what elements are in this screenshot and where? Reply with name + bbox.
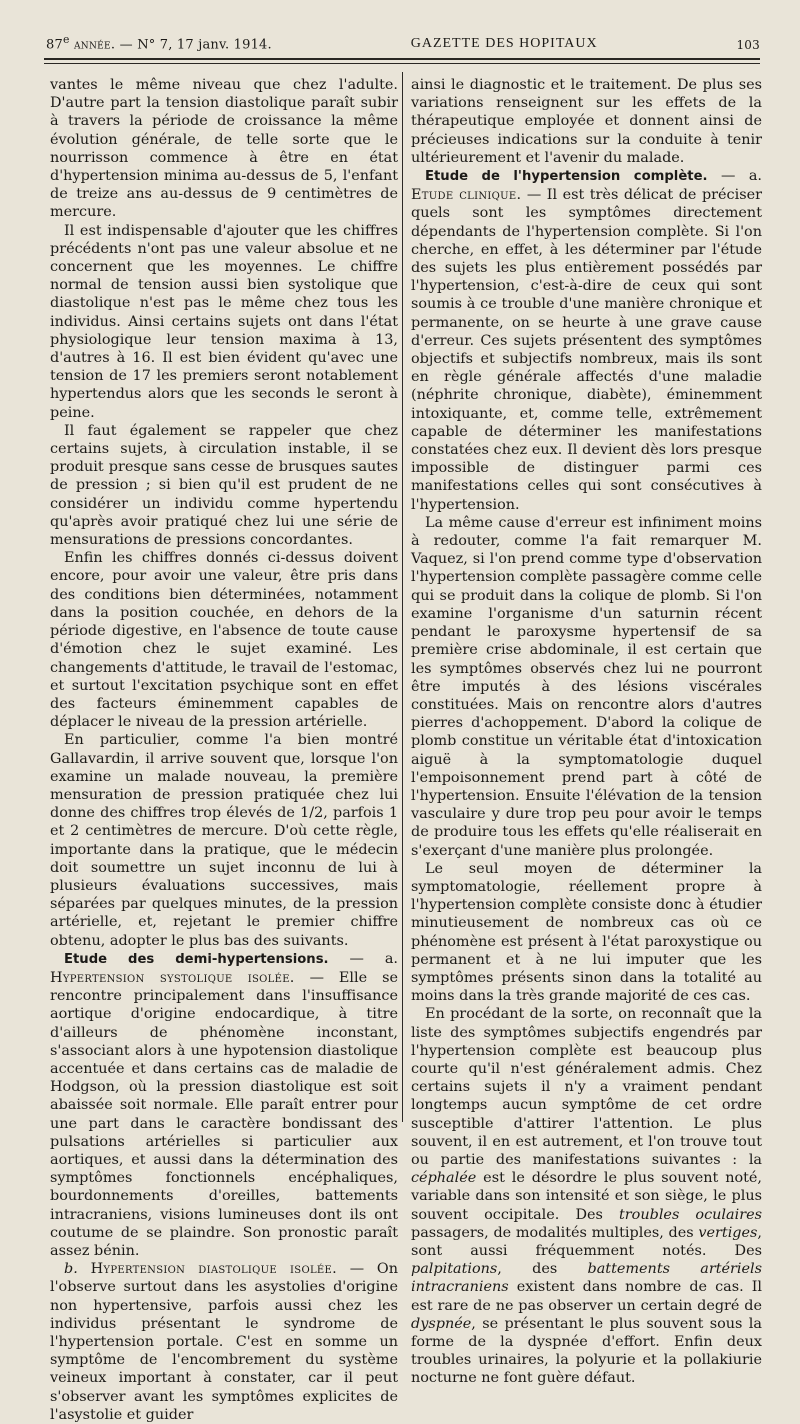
- paragraph: Il faut également se rappeler que chez certains sujets, à circulation instable, il se produit presque sans cesse de brusques sautes de pression ; si bien qu'il est prudent de ne considérer un individu comme hypertendu qu'après avoir pratiqué chez lui une série de mensurations de pressions concordantes.: [50, 422, 398, 549]
- emphasis-term: battements artériels intracraniens: [411, 1261, 762, 1296]
- paragraph-text: — Il est très délicat de préciser quels sont les symptômes directement dépendants de l'hypertension complète. Si l'on cherche, en effet, à les déterminer par l'étude des sujets les plus entièrement possédés par l'hypertension, c'est-à-dire de ceux qui sont soumis à ce trouble d'une manière chronique et permanente, on se heurte à une grave cause d'erreur. Ces sujets présentent des symptômes objectifs et subjectifs nombreux, mais ils sont en règle générale affectés d'une maladie (néphrite chronique, diabète), éminemment intoxiquante, et, comme telle, extrêmement capable de déterminer les manifestations constatées chez eux. Il devient dès lors presque impossible de distinguer parmi ces manifestations celles qui sont consécutives à l'hypertension.: [411, 187, 762, 513]
- paragraph: [411, 1005, 762, 1387]
- year-label: année.: [69, 37, 116, 52]
- running-header: [46, 30, 760, 52]
- issue-date: — N° 7, 17 janv. 1914.: [115, 37, 272, 52]
- emphasis-term: palpitations: [411, 1261, 498, 1278]
- emphasis-term: vertiges: [698, 1224, 758, 1241]
- paragraph-text: , sont aussi fréquemment notés. Des: [411, 1224, 762, 1259]
- paragraph-text: En procédant de la sorte, on reconnaît que la liste des symptômes subjectifs engendrés par l'hypertension complète est beaucoup plus courte qu'il n'est généralement admis. Chez certains sujets il n'y a vraiment pendant longtemps aucun symptôme de cet ordre susceptible d'attirer l'attention. Le plus souvent, il en est autrement, et l'on trouve tout ou partie des manifestations suivantes : la: [411, 1006, 762, 1168]
- paragraph: Enfin les chiffres donnés ci-dessus doivent encore, pour avoir une valeur, être pris dans des conditions bien déterminées, notamment dans la position couchée, en dehors de la période digestive, en l'absence de toute cause d'émotion chez le sujet examiné. Les changements d'attitude, le travail de l'estomac, et surtout l'excitation psychique sont en effet des facteurs éminemment capables de déplacer le niveau de la pression artérielle.: [50, 550, 398, 731]
- section-heading: Etude de l'hypertension complète.: [425, 169, 708, 185]
- emphasis-term: dyspnée: [411, 1315, 472, 1332]
- header-rule-thick: [44, 58, 760, 60]
- paragraph: vantes le même niveau que chez l'adulte. D'autre part la tension diastolique paraît subir à travers la période de croissance la même évolution générale, de telle sorte que le nourrisson commence à être en état d'hypertension minima au-dessus de 5, l'enfant de treize ans au-dessus de 9 centimètres de mercure.: [50, 77, 398, 221]
- header-rule-thin: [44, 63, 760, 64]
- journal-title: GAZETTE DES HOPITAUX: [410, 36, 598, 51]
- subsection-heading: Hypertension diastolique isolée.: [90, 1261, 337, 1278]
- paragraph-text: — On l'observe surtout dans les asystolies d'origine non hypertensive, parfois aussi chez les individus présentant le syndrome de l'hypertension portale. C'est en somme un symptôme de l'encombrement du système veineux important à constater, car il peut s'observer avant les symptômes explicites de l'asystolie et guider: [50, 1261, 398, 1423]
- heading-separator: — a.: [707, 168, 762, 185]
- left-column: [50, 76, 398, 1424]
- section-paragraph: [411, 167, 762, 514]
- paragraph-text: , des: [497, 1261, 588, 1278]
- paragraph: Le seul moyen de déterminer la symptomatologie, réellement propre à l'hypertension complète consiste donc à étudier minutieusement de nombreux cas où ce phénomène est présent à l'état paroxystique ou permanent et à ne lui imputer que les symptômes présents sinon dans la totalité au moins dans la très grande majorité de ces cas.: [411, 860, 762, 1005]
- paragraph-text: passagers, de modalités multiples, des: [411, 1224, 699, 1241]
- year-ordinal: e: [62, 32, 70, 46]
- column-divider: [402, 72, 403, 1122]
- section-heading: Etude des demi-hypertensions.: [64, 951, 329, 967]
- paragraph: En particulier, comme l'a bien montré Gallavardin, il arrive souvent que, lorsque l'on examine un malade nouveau, la première mensuration de pression pratiquée chez lui donne des chiffres trop élevés de 1/2, parfois 1 et 2 centimètres de mercure. D'où cette règle, importante dans la pratique, que le médecin doit soumettre un sujet inconnu de lui à plusieurs évaluations successives, mais séparées par quelques minutes, de la pression artérielle, et, rejetant le premier chiffre obtenu, adopter le plus bas des suivants.: [50, 732, 398, 949]
- emphasis-term: troubles oculaires: [619, 1206, 762, 1223]
- paragraph: La même cause d'erreur est infiniment moins à redouter, comme l'a fait remarquer M. Vaquez, si l'on prend comme type d'observation l'hypertension complète passagère comme celle qui se produit dans la colique de plomb. Si l'on examine l'organisme d'un saturnin récent pendant le paroxysme hypertensif de sa première crise abdominale, il est certain que les symptômes observés chez lui ne pourront être imputés à des lésions viscérales constituées. Mais on rencontre alors d'autres pierres d'achoppement. D'abord la colique de plomb constitue un véritable état d'intoxication aiguë à la symptomatologie duquel l'empoisonnement prend part à côté de l'hypertension. Ensuite l'élévation de la tension vasculaire y dure trop peu pour avoir le temps de produire tous les effets qu'elle réaliserait en s'exerçant d'une manière plus prolongée.: [411, 514, 762, 859]
- page-number: 103: [736, 38, 760, 52]
- emphasis-term: céphalée: [411, 1170, 477, 1187]
- paragraph-text: — Elle se rencontre principalement dans l'insuffisance aortique d'origine endocardique, à titre d'ailleurs de phénomène inconstant, s'associant alors à une hypotension diastolique accentuée et dans certains cas de maladie de Hodgson, où la pression diastolique est soit abaissée soit normale. Elle paraît entrer pour une part dans le caractère bondissant des pulsations artérielles si particulier aux aortiques, et aussi dans la détermination des symptômes fonctionnels encéphaliques, bourdonnements d'oreilles, battements intracraniens, visions lumineuses dont ils ont coutume de se plaindre. Son pronostic paraît assez bénin.: [50, 969, 398, 1259]
- subsection-heading: Etude clinique.: [411, 187, 522, 204]
- year-number: 87: [46, 37, 63, 52]
- section-paragraph: [50, 1260, 398, 1424]
- item-label: b.: [64, 1261, 91, 1278]
- right-column: [411, 76, 762, 1388]
- paragraph-text: existent dans nombre de cas. Il est rare de ne pas observer un certain degré de: [411, 1279, 762, 1314]
- subsection-heading: Hypertension systolique isolée.: [50, 969, 295, 986]
- paragraph-text: , se présentant le plus souvent sous la forme de la dyspnée d'effort. Enfin deux troubles urinaires, la polyurie et la pollakiurie nocturne ne font guère défaut.: [411, 1315, 762, 1387]
- paragraph-text: est le désordre le plus souvent noté, variable dans son intensité et son siège, le plus souvent occipitale. Des: [411, 1170, 762, 1223]
- paragraph: Il est indispensable d'ajouter que les chiffres précédents n'ont pas une valeur absolue et ne concernent que les moyennes. Le chiffre normal de tension aussi bien systolique que diastolique n'est pas le même chez tous les individus. Ainsi certains sujets ont dans l'état physiologique leur tension maxima à 13, d'autres à 16. Il est bien évident qu'avec une tension de 17 les premiers seront notablement hypertendus alors que les seconds le seront à peine.: [50, 222, 398, 421]
- issue-info: [46, 33, 272, 52]
- paragraph: ainsi le diagnostic et le traitement. De plus ses variations renseignent sur les effets de la thérapeutique employée et donnent ainsi de précieuses indications sur la conduite à tenir ultérieurement et l'avenir du malade.: [411, 77, 762, 166]
- section-paragraph: [50, 950, 398, 1260]
- heading-separator: — a.: [328, 950, 398, 967]
